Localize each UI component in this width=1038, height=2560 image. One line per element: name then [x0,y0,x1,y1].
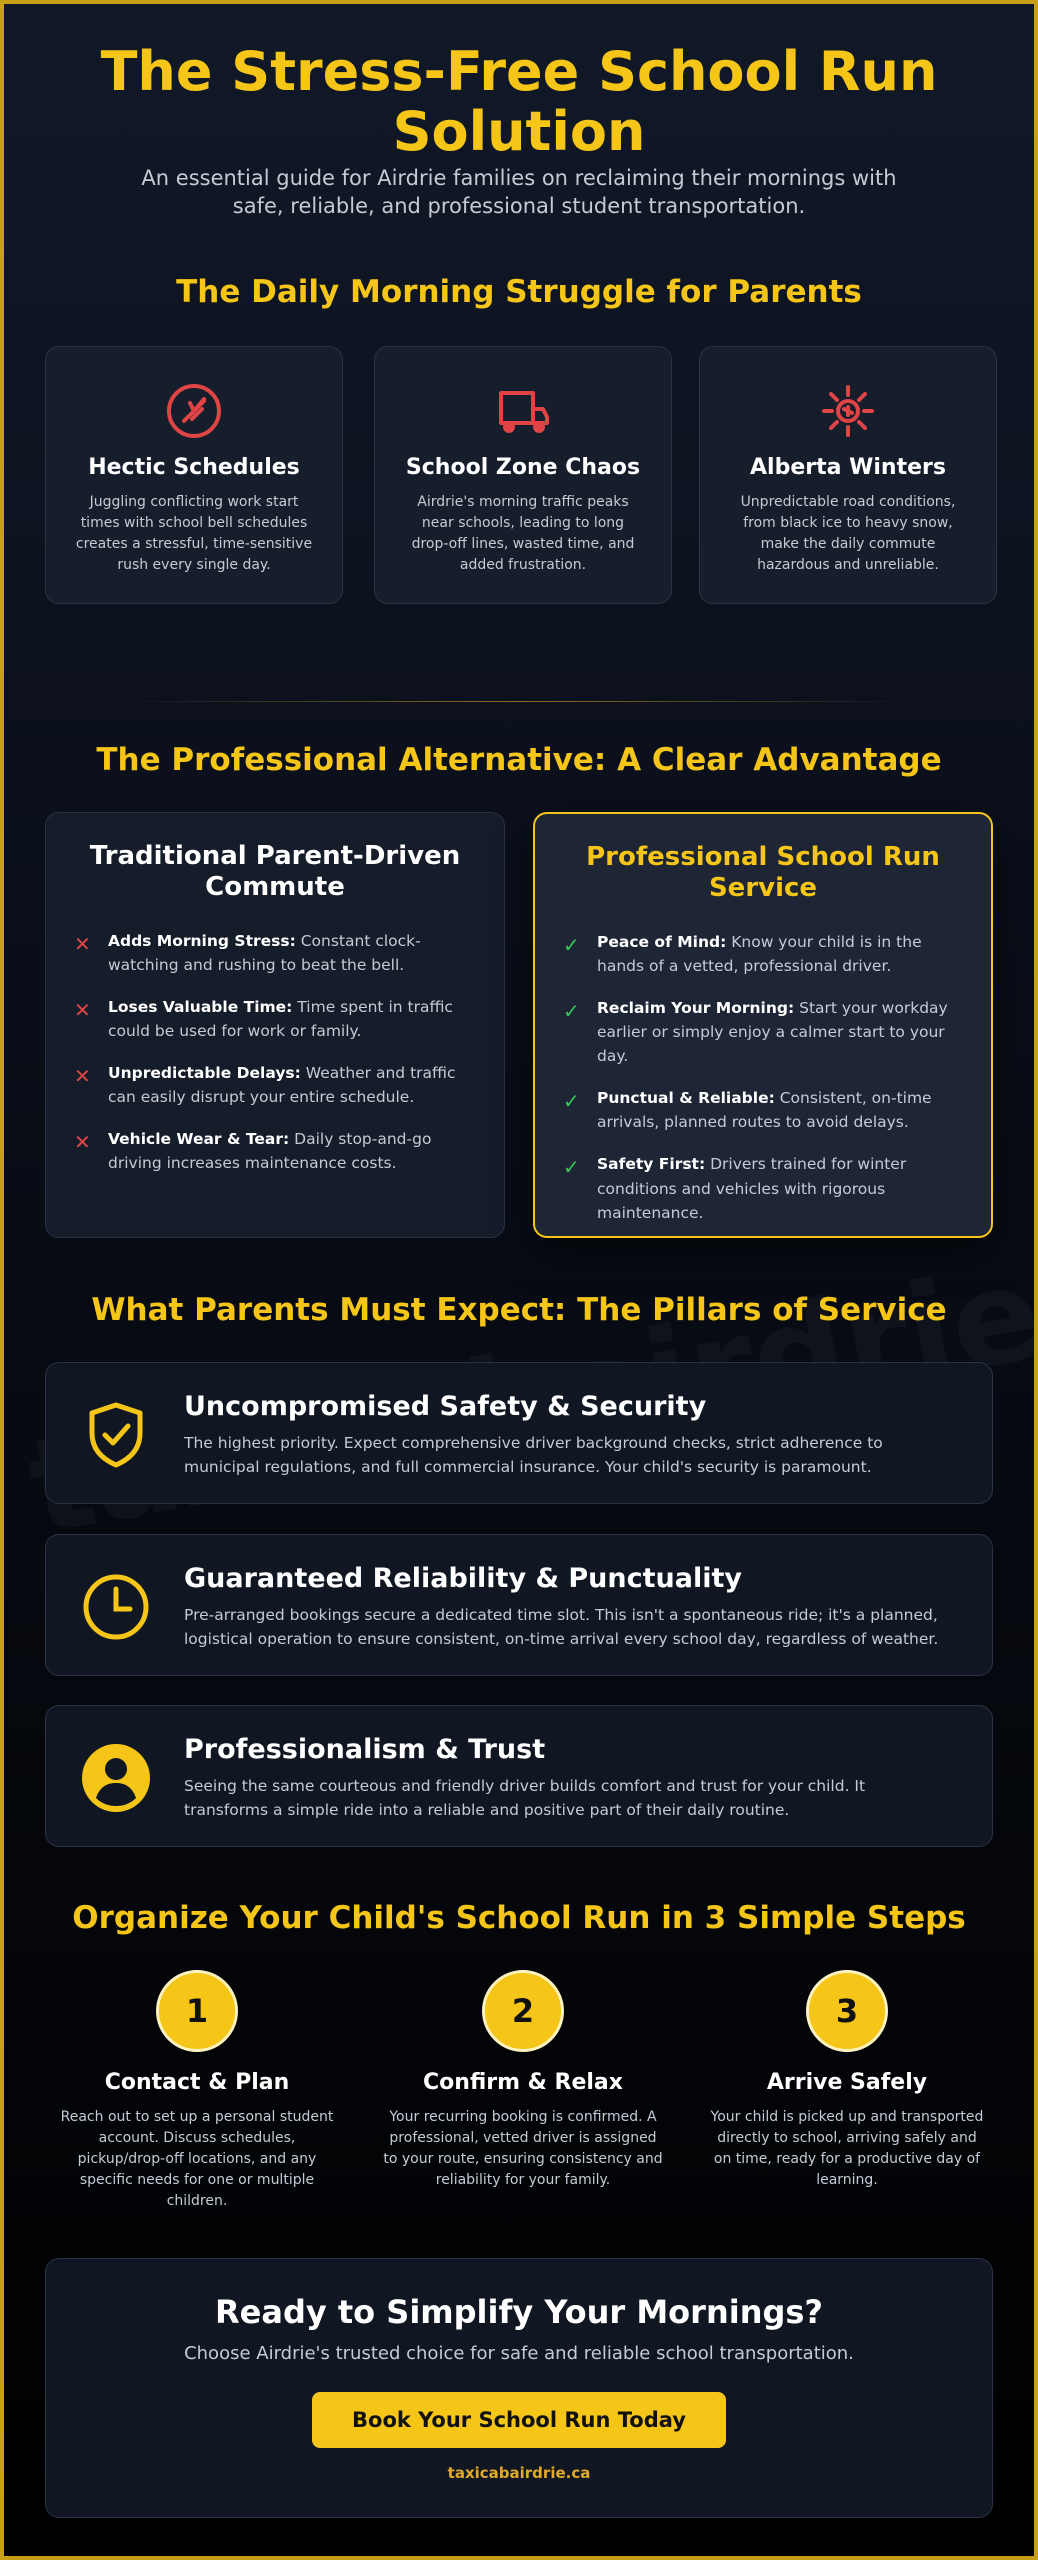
snowflake-icon [818,381,878,441]
check-icon: ✓ [563,1089,580,1114]
pillar-text: Seeing the same courteous and friendly driver builds comfort and trust for your child. It transforms a simple ride into a reliable and positive part of their daily routine. [184,1777,866,1820]
struggle-card-text: Juggling conflicting work start times with school bell schedules creates a stressful, time-sensitive rush every single day. [75,494,313,573]
struggle-card-title: School Zone Chaos [405,455,641,480]
steps-section-title: Organize Your Child's School Run in 3 Simple Steps [72,1900,966,1936]
list-item: ✕ Unpredictable Delays: Weather and traffic can easily disrupt your entire schedule. [74,1061,474,1109]
professional-card-title: Professional School Run Service [586,842,940,904]
clock-icon [80,1571,152,1643]
struggle-card-text: Unpredictable road conditions, from black ice to heavy snow, make the daily commute hazardous and unreliable. [740,494,956,573]
professional-list [563,930,961,1224]
step-arrive [697,1970,997,2191]
cta-card [45,2258,993,2518]
pillars-section-title: What Parents Must Expect: The Pillars of Service [91,1292,947,1328]
step-title: Confirm & Relax [423,2070,623,2095]
list-item: ✓ Safety First: Drivers trained for winter conditions and vehicles with rigorous maintenance. [563,1152,961,1224]
step-confirm [373,1970,673,2191]
struggle-card-text: Airdrie's morning traffic peaks near schools, leading to long drop-off lines, wasted time, and added frustration. [411,494,635,573]
step-text: Your recurring booking is confirmed. A professional, vetted driver is assigned to your route, ensuring consistency and reliability for your family. [383,2109,663,2188]
list-item: ✓ Peace of Mind: Know your child is in the hands of a vetted, professional driver. [563,930,961,978]
cross-icon: ✕ [74,1130,91,1155]
pillar-text: Pre-arranged bookings secure a dedicated time slot. This isn't a spontaneous ride; it's a planned, logistical operation to ensure consistent, on-time arrival every school day, regardless of weather. [184,1606,939,1649]
pillar-title: Uncompromised Safety & Security [184,1391,707,1422]
struggle-card-title: Hectic Schedules [88,455,300,480]
struggle-card-hectic [45,346,343,604]
step-text: Your child is picked up and transported directly to school, arriving safely and on time, ready for a productive day of learning. [710,2109,984,2188]
comparison-section-title: The Professional Alternative: A Clear Advantage [96,742,942,778]
step-number: 1 [156,1970,238,2052]
alarm-clock-icon [164,381,224,441]
pillar-reliability [45,1534,993,1676]
struggle-card-title: Alberta Winters [750,455,946,480]
traditional-commute-card [45,812,505,1238]
cta-subtitle: Choose Airdrie's trusted choice for safe and reliable school transportation. [184,2343,854,2364]
list-item: ✕ Loses Valuable Time: Time spent in traffic could be used for work or family. [74,995,474,1043]
step-number: 2 [482,1970,564,2052]
pillar-safety [45,1362,993,1504]
list-item: ✓ Reclaim Your Morning: Start your workday earlier or simply enjoy a calmer start to your day. [563,996,961,1068]
professional-service-card [533,812,993,1238]
step-number: 3 [806,1970,888,2052]
traditional-list [74,929,474,1175]
step-contact [47,1970,347,2212]
check-icon: ✓ [563,1155,580,1180]
shield-check-icon [80,1399,152,1471]
traditional-card-title: Traditional Parent-Driven Commute [89,841,461,903]
cross-icon: ✕ [74,1064,91,1089]
pillar-title: Professionalism & Trust [184,1734,546,1765]
pillar-professionalism [45,1705,993,1847]
truck-icon [493,381,553,441]
step-text: Reach out to set up a personal student account. Discuss schedules, pickup/drop-off locations, and any specific needs for one or multiple children. [60,2109,334,2209]
step-title: Contact & Plan [104,2070,290,2095]
section-divider [124,701,914,702]
list-item: ✓ Punctual & Reliable: Consistent, on-time arrivals, planned routes to avoid delays. [563,1086,961,1134]
check-icon: ✓ [563,999,580,1024]
cross-icon: ✕ [74,998,91,1023]
book-school-run-button[interactable]: Book Your School Run Today [312,2392,726,2448]
list-item: ✕ Vehicle Wear & Tear: Daily stop-and-go driving increases maintenance costs. [74,1127,474,1175]
page-subtitle: An essential guide for Airdrie families on reclaiming their mornings with safe, reliable, and professional student transportation. [141,166,897,219]
step-title: Arrive Safely [766,2070,928,2095]
list-item: ✕ Adds Morning Stress: Constant clock-watching and rushing to beat the bell. [74,929,474,977]
cross-icon: ✕ [74,932,91,957]
struggle-card-winter [699,346,997,604]
cta-title: Ready to Simplify Your Mornings? [215,2293,823,2331]
pillar-title: Guaranteed Reliability & Punctuality [184,1563,742,1594]
check-icon: ✓ [563,933,580,958]
struggle-section-title: The Daily Morning Struggle for Parents [176,274,862,310]
user-circle-icon [80,1742,152,1814]
struggle-card-traffic [374,346,672,604]
website-link[interactable]: taxicabairdrie.ca [447,2464,591,2482]
page-title: The Stress-Free School Run Solution [100,40,938,164]
pillar-text: The highest priority. Expect comprehensive driver background checks, strict adherence to municipal regulations, and full commercial insurance. Your child's security is paramount. [184,1434,883,1477]
